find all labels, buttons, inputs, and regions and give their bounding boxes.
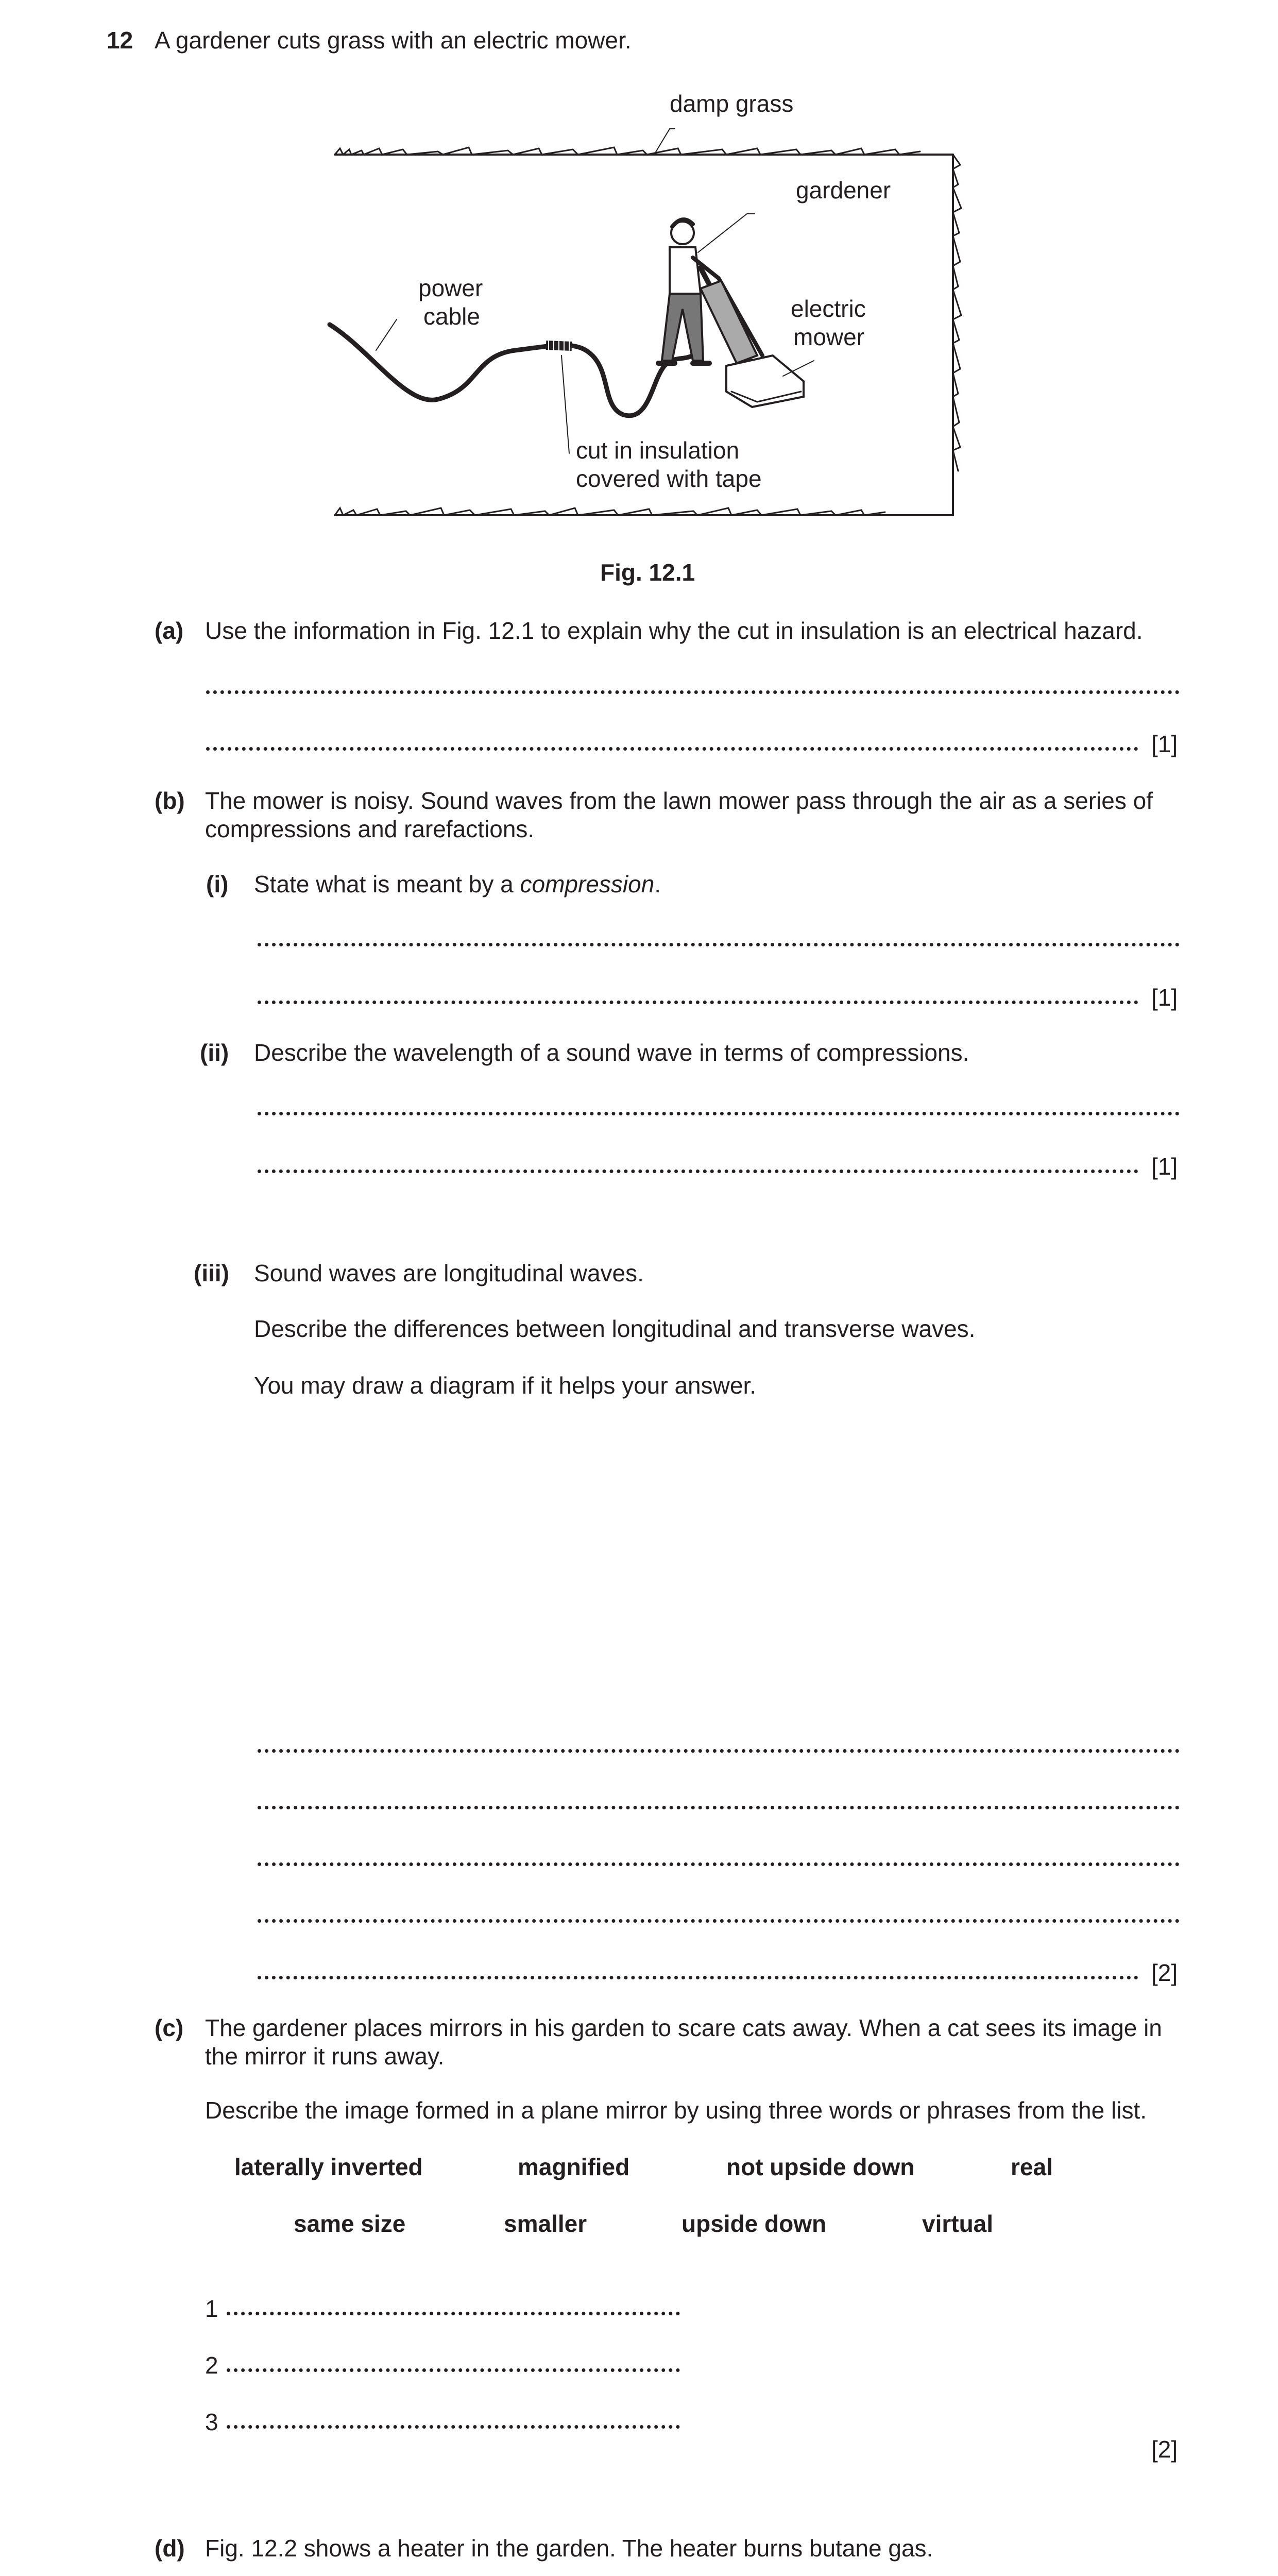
label-cable: cable xyxy=(423,303,480,330)
part-b-ii-question: Describe the wavelength of a sound wave in terms of compressions. xyxy=(254,1039,969,1066)
label-power: power xyxy=(418,275,483,301)
word-option: laterally inverted xyxy=(234,2154,423,2180)
answer-line[interactable] xyxy=(258,1862,1180,1866)
part-b-i-question xyxy=(254,871,661,898)
part-c-text-line1: The gardener places mirrors in his garden to scare cats away. When a cat sees its image in xyxy=(205,2014,1162,2041)
answer-line[interactable] xyxy=(258,1170,1138,1173)
part-b-i-text: State what is meant by a xyxy=(254,871,520,897)
part-b-label: (b) xyxy=(155,787,185,814)
word-option: real xyxy=(1011,2154,1053,2180)
part-b-i-marks: [1] xyxy=(1151,984,1178,1011)
answer-line[interactable] xyxy=(227,2368,680,2372)
label-cut-line2: covered with tape xyxy=(576,465,762,492)
part-a-question: Use the information in Fig. 12.1 to explain why the cut in insulation is an electrical hazard. xyxy=(205,617,1143,644)
answer-line[interactable] xyxy=(206,690,1180,694)
answer-line[interactable] xyxy=(258,1919,1180,1923)
answer-line[interactable] xyxy=(258,943,1180,946)
answer-line[interactable] xyxy=(258,1976,1138,1979)
answer-line[interactable] xyxy=(258,1749,1180,1753)
part-d-label: (d) xyxy=(155,2535,185,2562)
fig-12-1-caption: Fig. 12.1 xyxy=(600,559,695,586)
part-c-marks: [2] xyxy=(1151,2436,1178,2463)
part-a-marks: [1] xyxy=(1151,731,1178,757)
gardener-legs xyxy=(662,294,703,361)
answer-line[interactable] xyxy=(258,1001,1138,1004)
word-option: same size xyxy=(294,2210,406,2237)
answer-number: 3 xyxy=(205,2409,218,2435)
part-b-text-line1: The mower is noisy. Sound waves from the lawn mower pass through the air as a series of xyxy=(205,787,1153,814)
answer-number: 2 xyxy=(205,2352,218,2379)
word-option: virtual xyxy=(922,2210,994,2237)
label-damp-grass: damp grass xyxy=(670,90,794,117)
part-b-i-italic-term: compression xyxy=(520,871,655,897)
answer-line[interactable] xyxy=(258,1112,1180,1115)
word-option: upside down xyxy=(681,2210,827,2237)
word-option: magnified xyxy=(518,2154,630,2180)
label-mower: mower xyxy=(793,324,865,350)
part-d-text: Fig. 12.2 shows a heater in the garden. The heater burns butane gas. xyxy=(205,2535,933,2562)
answer-line[interactable] xyxy=(206,747,1138,751)
fig-12-2-heater-diagram xyxy=(0,2566,1278,2576)
part-a-label: (a) xyxy=(155,617,184,644)
label-gardener: gardener xyxy=(796,177,891,204)
part-b-iii-label: (iii) xyxy=(194,1260,229,1286)
part-c-label: (c) xyxy=(155,2014,184,2041)
answer-line[interactable] xyxy=(227,2425,680,2429)
gardener-torso xyxy=(670,247,701,294)
question-number: 12 xyxy=(107,27,133,54)
label-electric: electric xyxy=(791,295,866,322)
word-option: smaller xyxy=(504,2210,587,2237)
question-intro: A gardener cuts grass with an electric mower. xyxy=(155,27,632,54)
part-c-instruction: Describe the image formed in a plane mirror by using three words or phrases from the list. xyxy=(205,2097,1147,2124)
part-b-iii-text3: You may draw a diagram if it helps your answer. xyxy=(254,1372,757,1399)
diagram-space[interactable] xyxy=(254,1412,1181,1721)
part-b-i-text-end: . xyxy=(654,871,661,897)
part-b-iii-text2: Describe the differences between longitudinal and transverse waves. xyxy=(254,1315,976,1342)
part-b-ii-label: (ii) xyxy=(200,1039,229,1066)
answer-number: 1 xyxy=(205,2295,218,2322)
part-b-text-line2: compressions and rarefactions. xyxy=(205,816,535,842)
part-c-text-line2: the mirror it runs away. xyxy=(205,2043,445,2070)
answer-line[interactable] xyxy=(227,2312,680,2315)
label-cut-line1: cut in insulation xyxy=(576,437,740,464)
part-b-ii-marks: [1] xyxy=(1151,1153,1178,1180)
fig-12-1-lawnmower-diagram xyxy=(0,0,1278,592)
answer-line[interactable] xyxy=(258,1806,1180,1809)
part-b-iii-marks: [2] xyxy=(1151,1959,1178,1986)
word-option: not upside down xyxy=(726,2154,915,2180)
part-b-i-label: (i) xyxy=(206,871,229,897)
part-b-iii-text1: Sound waves are longitudinal waves. xyxy=(254,1260,644,1286)
